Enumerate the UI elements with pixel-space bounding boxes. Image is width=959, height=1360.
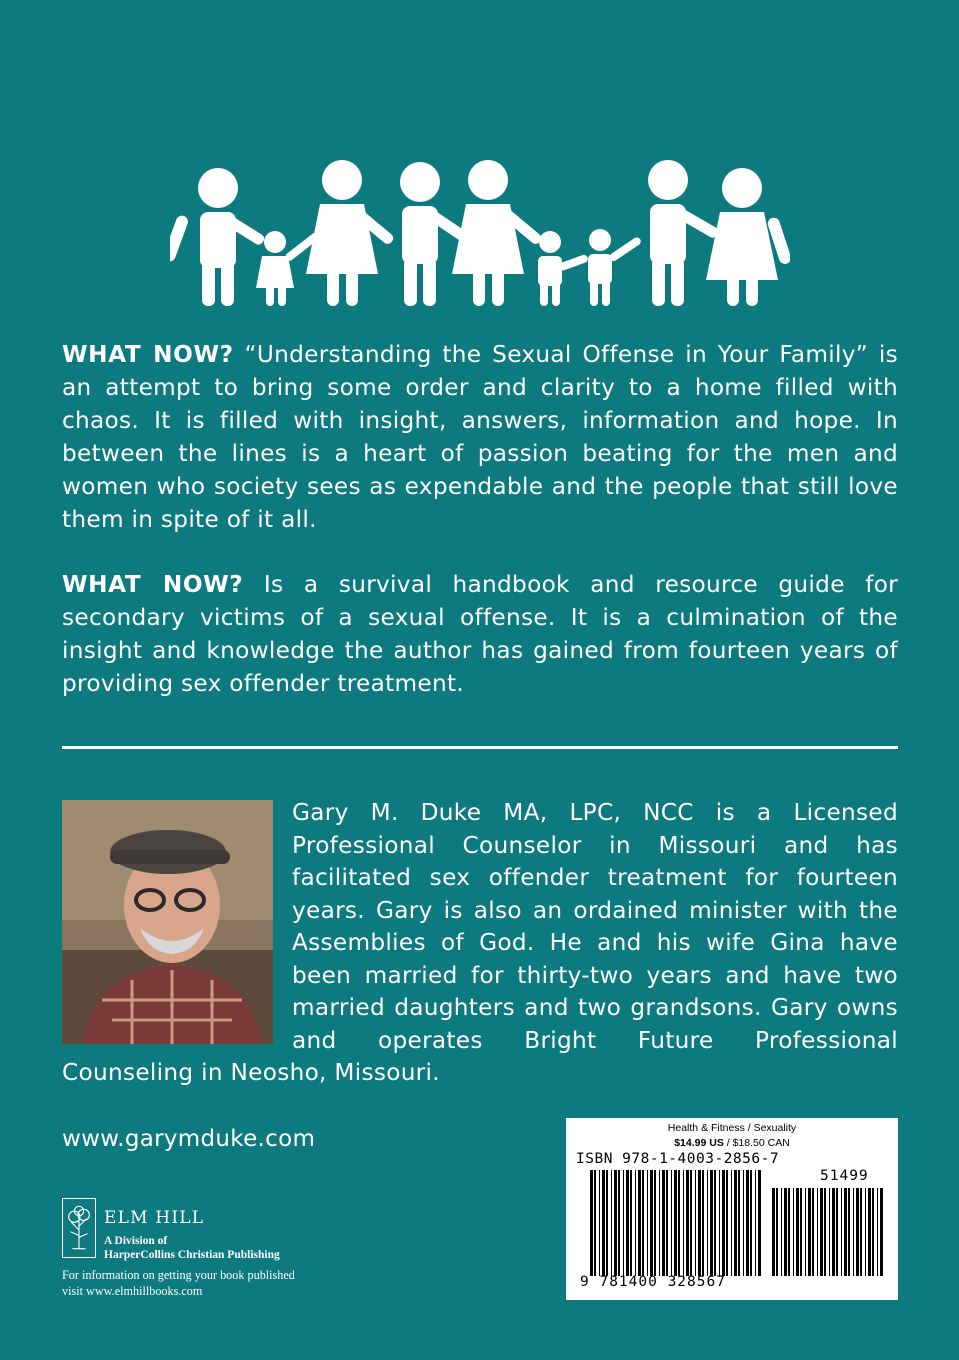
blurb-lead-1: WHAT NOW? <box>62 341 234 368</box>
barcode-bar <box>599 1170 600 1276</box>
barcode-bar <box>877 1188 878 1276</box>
author-bio <box>62 797 898 1090</box>
barcode-bar <box>853 1188 854 1276</box>
barcode-bar <box>719 1170 720 1276</box>
author-website: www.garymduke.com <box>62 1126 316 1152</box>
barcode-bar <box>812 1188 814 1276</box>
barcode-bar <box>844 1188 847 1276</box>
barcode-bar <box>848 1188 850 1276</box>
adult-figure <box>306 160 395 306</box>
barcode-bar <box>788 1188 790 1276</box>
barcode-bar <box>880 1188 883 1276</box>
child-figure <box>538 231 589 306</box>
barcode-bar <box>776 1188 778 1276</box>
barcode-bar <box>781 1188 782 1276</box>
barcode-bar <box>695 1170 696 1276</box>
blurb-paragraph-2 <box>62 568 898 700</box>
barcode-bar <box>808 1188 811 1276</box>
family-silhouette-illustration <box>170 160 790 310</box>
blurb-text-2: Is a survival handbook and resource guide for secondary victims of a sexual offense. It is a culmination of the insight and knowledge the author has gained from fourteen years of providing sex offender treatment. <box>62 571 899 697</box>
barcode-bar <box>674 1170 677 1276</box>
barcode-bar <box>714 1170 716 1276</box>
barcode-price-us: $14.99 US <box>674 1137 724 1149</box>
barcode-bar <box>614 1170 617 1276</box>
barcode-bar <box>841 1188 842 1276</box>
barcode-bar <box>829 1188 830 1276</box>
barcode-bar <box>654 1170 656 1276</box>
publisher-division <box>104 1234 280 1262</box>
barcode-ean-digits: 9 781400 328567 <box>580 1274 726 1290</box>
barcode-bar <box>734 1170 737 1276</box>
barcode-bar <box>800 1188 802 1276</box>
barcode-bar <box>746 1170 749 1276</box>
barcode-bar <box>590 1170 593 1276</box>
barcode-bar <box>623 1170 624 1276</box>
publisher-block <box>62 1198 322 1264</box>
barcode-bar <box>626 1170 629 1276</box>
barcode-isbn: ISBN 978-1-4003-2856-7 <box>576 1151 780 1167</box>
barcode-bar <box>805 1188 806 1276</box>
barcode-bar <box>722 1170 725 1276</box>
barcode-bar <box>710 1170 713 1276</box>
barcode-bar <box>702 1170 704 1276</box>
adult-figure <box>706 168 790 306</box>
barcode-bar <box>817 1188 818 1276</box>
author-bio-text: Gary M. Duke MA, LPC, NCC is a Licensed Professional Counselor in Missouri and has facilitated sex offender treatment for fourteen years. Gary is also an ordained minister with the Assemblies of God. He and his wife Gina have been married for thirty-two years and have two married daughters and two grandsons. Gary owns and operates Bright Future Professional Counseling in Neosho, Missouri. <box>62 799 898 1086</box>
barcode-bar <box>683 1170 684 1276</box>
barcode-bar <box>611 1170 612 1276</box>
blurb-text-1: “Understanding the Sexual Offense in Your Family” is an attempt to bring some order and clarity to a home filled with chaos. It is filled with insight, answers, information and hope. In between the lines is a heart of passion beating for the men and women who society sees as expendable and the people that still love them in spite of it all. <box>62 341 898 533</box>
barcode-bar <box>743 1170 744 1276</box>
barcode-bar <box>865 1188 866 1276</box>
barcode-bar <box>731 1170 732 1276</box>
barcode-price <box>566 1137 898 1149</box>
barcode-bar <box>824 1188 826 1276</box>
blurb-paragraph-1 <box>62 338 898 536</box>
adult-figure <box>170 168 266 306</box>
isbn-barcode <box>566 1118 898 1300</box>
barcode-price-can: / $18.50 CAN <box>723 1137 790 1149</box>
barcode-bar <box>638 1170 641 1276</box>
barcode-bar <box>755 1170 756 1276</box>
barcode-bar <box>602 1170 605 1276</box>
barcode-bar <box>666 1170 668 1276</box>
bio-photo-spacer <box>62 797 292 1057</box>
publisher-division-line-2: HarperCollins Christian Publishing <box>104 1249 280 1261</box>
publisher-info <box>62 1268 295 1299</box>
barcode-bar <box>659 1170 660 1276</box>
barcode-price-code: 51499 <box>820 1168 869 1184</box>
barcode-bar <box>606 1170 608 1276</box>
barcode-bar <box>635 1170 636 1276</box>
adult-figure <box>648 160 720 306</box>
barcode-bar <box>618 1170 620 1276</box>
publisher-info-line-2: visit www.elmhillbooks.com <box>62 1283 203 1298</box>
publisher-name: ELM HILL <box>104 1208 205 1228</box>
barcode-bar <box>650 1170 653 1276</box>
child-figure <box>588 229 642 306</box>
barcode-bar <box>698 1170 701 1276</box>
barcode-bar <box>662 1170 665 1276</box>
barcode-bar <box>793 1188 794 1276</box>
barcode-bar <box>758 1170 761 1276</box>
barcode-bar <box>594 1170 596 1276</box>
barcode-bar <box>868 1188 871 1276</box>
barcode-bar <box>796 1188 799 1276</box>
tree-logo-icon <box>62 1198 96 1258</box>
barcode-bar <box>772 1188 775 1276</box>
barcode-bar <box>820 1188 823 1276</box>
barcode-bar <box>686 1170 689 1276</box>
barcode-bar <box>860 1188 862 1276</box>
barcode-bar <box>738 1170 740 1276</box>
adult-figure <box>400 162 470 306</box>
blurb-lead-2: WHAT NOW? <box>62 571 244 598</box>
barcode-bar <box>707 1170 708 1276</box>
barcode-bar <box>642 1170 644 1276</box>
barcode-bar <box>647 1170 648 1276</box>
barcode-bar <box>872 1188 874 1276</box>
section-divider <box>62 746 898 749</box>
barcode-bar <box>671 1170 672 1276</box>
barcode-bar <box>836 1188 838 1276</box>
barcode-bar <box>784 1188 787 1276</box>
barcode-bar <box>678 1170 680 1276</box>
publisher-division-line-1: A Division of <box>104 1235 168 1247</box>
adult-figure <box>452 160 543 306</box>
barcode-bar <box>856 1188 859 1276</box>
barcode-category: Health & Fitness / Sexuality <box>667 1122 797 1134</box>
barcode-bar <box>832 1188 835 1276</box>
barcode-bar <box>726 1170 728 1276</box>
publisher-info-line-1: For information on getting your book published <box>62 1268 295 1282</box>
barcode-bar <box>750 1170 752 1276</box>
barcode-bar <box>690 1170 692 1276</box>
barcode-bar <box>630 1170 632 1276</box>
